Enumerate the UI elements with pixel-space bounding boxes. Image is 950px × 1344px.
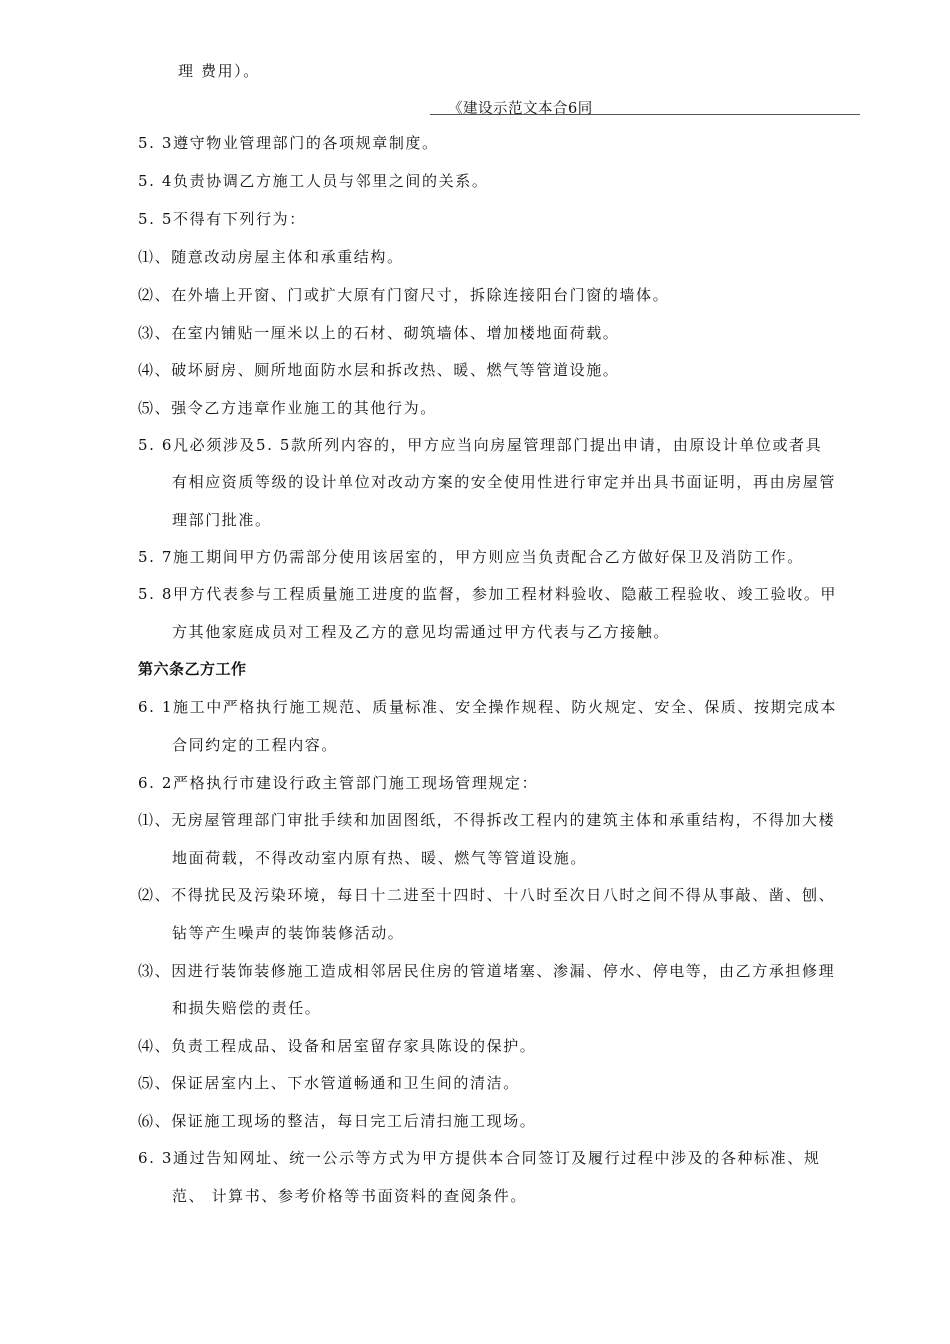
text-line: 理部门批准。 (172, 511, 272, 529)
list-item: ⑶、在室内铺贴一厘米以上的石材、砌筑墙体、增加楼地面荷载。 (138, 324, 620, 342)
text-line: 钻等产生噪声的装饰装修活动。 (172, 924, 405, 942)
list-item: ⑸、强令乙方违章作业施工的其他行为。 (138, 399, 437, 417)
running-header: 《建设示范文本合6同 (448, 101, 593, 117)
text-line: 合同约定的工程内容。 (172, 736, 339, 754)
text-line: 和损失赔偿的责任。 (172, 999, 322, 1017)
list-item: ⑸、保证居室内上、下水管道畅通和卫生间的清洁。 (138, 1074, 520, 1092)
list-item: ⑴、随意改动房屋主体和承重结构。 (138, 248, 404, 266)
clause-5-4: 5. 4负责协调乙方施工人员与邻里之间的关系。 (138, 172, 489, 190)
header-rule (430, 114, 860, 115)
list-item: ⑵、在外墙上开窗、门或扩大原有门窗尺寸，拆除连接阳台门窗的墙体。 (138, 286, 670, 304)
text-line: 方其他家庭成员对工程及乙方的意见均需通过甲方代表与乙方接触。 (172, 623, 671, 641)
clause-6-3: 6. 3通过告知网址、统一公示等方式为甲方提供本合同签订及履行过程中涉及的各种标准、规 (138, 1149, 821, 1167)
list-item: ⑶、因进行装饰装修施工造成相邻居民住房的管道堵塞、渗漏、停水、停电等，由乙方承担修理 (138, 962, 836, 980)
clause-5-6: 5. 6凡必须涉及5. 5款所列内容的，甲方应当向房屋管理部门提出申请，由原设计单位或者具 (138, 436, 823, 454)
text-line: 范、 计算书、参考价格等书面资料的查阅条件。 (172, 1187, 527, 1205)
clause-6-1: 6. 1施工中严格执行施工规范、质量标准、安全操作规程、防火规定、安全、保质、按期完成本 (138, 698, 838, 716)
text-line: 地面荷载，不得改动室内原有热、暖、燃气等管道设施。 (172, 849, 588, 867)
list-item: ⑵、不得扰民及污染环境，每日十二进至十四时、十八时至次日八时之间不得从事敲、凿、刨、 (138, 886, 836, 904)
text-line: 有相应资质等级的设计单位对改动方案的安全使用性进行审定并出具书面证明，再由房屋管 (172, 473, 837, 491)
clause-5-3: 5. 3遵守物业管理部门的各项规章制度。 (138, 134, 439, 152)
list-item: ⑹、保证施工现场的整洁，每日完工后清扫施工现场。 (138, 1112, 537, 1130)
section-heading: 第六条乙方工作 (138, 660, 247, 678)
clause-5-7: 5. 7施工期间甲方仍需部分使用该居室的，甲方则应当负责配合乙方做好保卫及消防工作。 (138, 548, 804, 566)
clause-6-2: 6. 2严格执行市建设行政主管部门施工现场管理规定： (138, 774, 539, 792)
list-item: ⑷、破坏厨房、厕所地面防水层和拆改热、暖、燃气等管道设施。 (138, 361, 620, 379)
clause-5-5: 5. 5不得有下列行为： (138, 210, 306, 228)
text-line: 理 费用）。 (178, 62, 260, 80)
list-item: ⑷、负责工程成品、设备和居室留存家具陈设的保护。 (138, 1037, 537, 1055)
clause-5-8: 5. 8甲方代表参与工程质量施工进度的监督，参加工程材料验收、隐蔽工程验收、竣工验收。甲 (138, 585, 838, 603)
list-item: ⑴、无房屋管理部门审批手续和加固图纸，不得拆改工程内的建筑主体和承重结构，不得加大楼 (138, 811, 836, 829)
